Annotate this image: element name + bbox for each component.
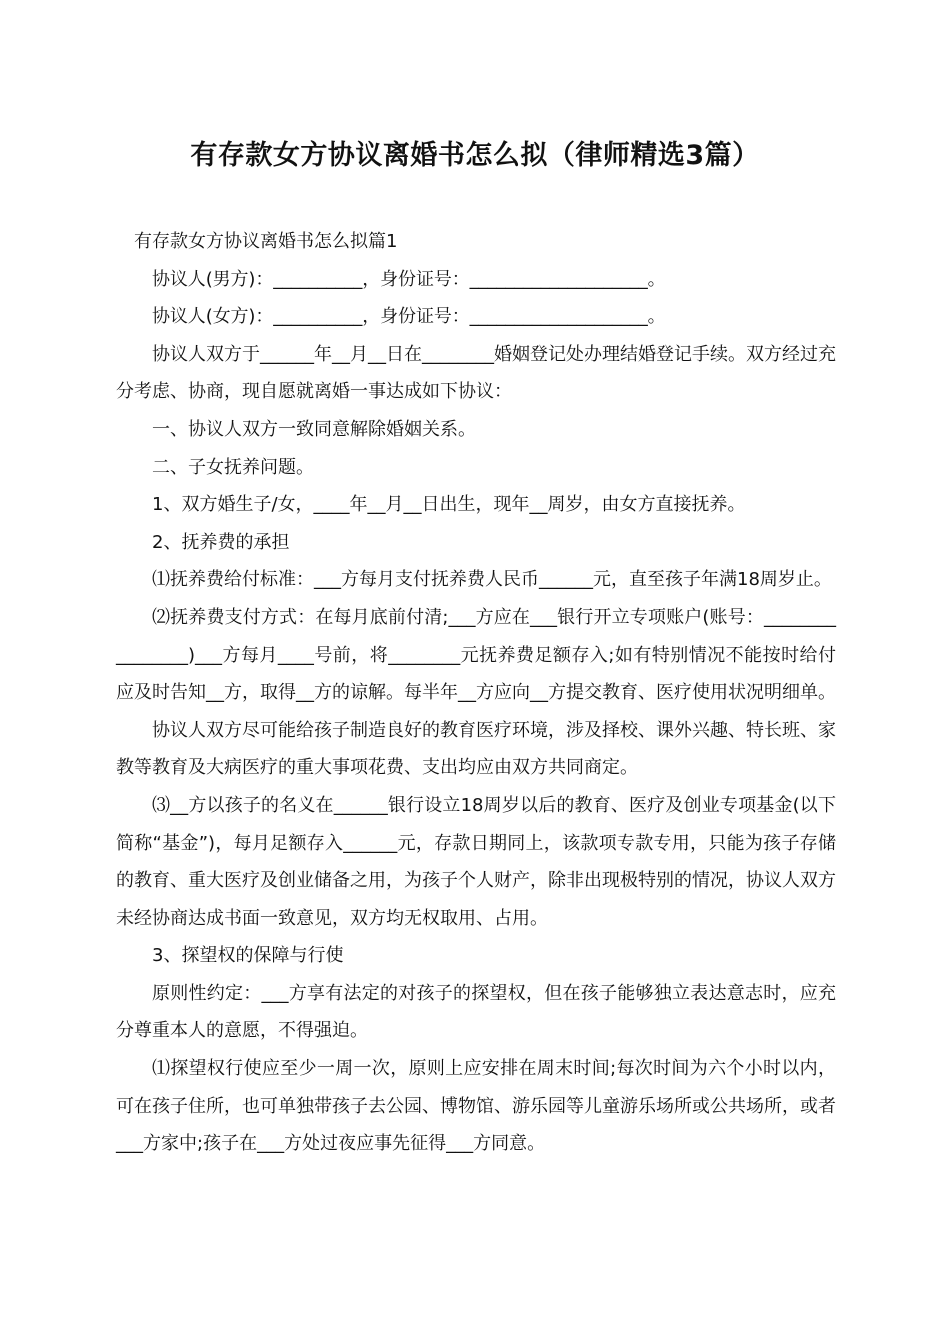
paragraph-fund: ⑶__方以孩子的名义在______银行设立18周岁以后的教育、医疗及创业专项基金(以下简称“基金”)，每月足额存入______元，存款日期同上，该款项专款专用，只能为孩子存储的教育、重大医疗及创业储备之用，为孩子个人财产，除非出现极特别的情况，协议人双方未经协商达成书面一致意见，双方均无权取用、占用。 [116, 794, 836, 929]
paragraph-visitation-principle: 原则性约定：___方享有法定的对孩子的探望权，但在孩子能够独立表达意志时，应充分尊重本人的意愿，不得强迫。 [116, 982, 836, 1042]
paragraph-support-standard: ⑴抚养费给付标准：___方每月支付抚养费人民币______元，直至孩子年满18周岁止。 [152, 569, 832, 591]
paragraph-visitation-heading: 3、探望权的保障与行使 [152, 945, 344, 967]
paragraph-clause-2: 二、子女抚养问题。 [152, 456, 314, 478]
paragraph-education-medical: 协议人双方尽可能给孩子制造良好的教育医疗环境，涉及择校、课外兴趣、特长班、家教等教育及大病医疗的重大事项花费、支出均应由双方共同商定。 [116, 719, 836, 779]
page-title: 有存款女方协议离婚书怎么拟（律师精选3篇） [190, 140, 760, 171]
paragraph-party-female: 协议人(女方)：__________，身份证号：____________________。 [152, 306, 666, 328]
paragraph-marriage-registration: 协议人双方于______年__月__日在________婚姻登记处办理结婚登记手续。双方经过充分考虑、协商，现自愿就离婚一事达成如下协议： [116, 343, 836, 403]
paragraph-support-payment: ⑵抚养费支付方式：在每月底前付清;___方应在___银行开立专项账户(账号：________________)___方每月____号前，将________元抚养费足额存入;如有特别情况不能按时给付应及时告知__方，取得__方的谅解。每半年__方应向__方提交教育、医疗使用状况明细单。 [116, 606, 836, 704]
paragraph-support-heading: 2、抚养费的承担 [152, 531, 290, 553]
document-body [116, 223, 836, 1163]
paragraph-visitation-frequency: ⑴探望权行使应至少一周一次，原则上应安排在周末时间;每次时间为六个小时以内，可在孩子住所，也可单独带孩子去公园、博物馆、游乐园等儿童游乐场所或公共场所，或者___方家中;孩子在___方处过夜应事先征得___方同意。 [116, 1058, 836, 1155]
paragraph-party-male: 协议人(男方)：__________，身份证号：____________________。 [152, 268, 666, 290]
paragraph-child-custody: 1、双方婚生子/女，____年__月__日出生，现年__周岁，由女方直接抚养。 [152, 494, 746, 516]
section-heading: 有存款女方协议离婚书怎么拟篇1 [134, 231, 398, 252]
paragraph-clause-1: 一、协议人双方一致同意解除婚姻关系。 [152, 418, 476, 440]
